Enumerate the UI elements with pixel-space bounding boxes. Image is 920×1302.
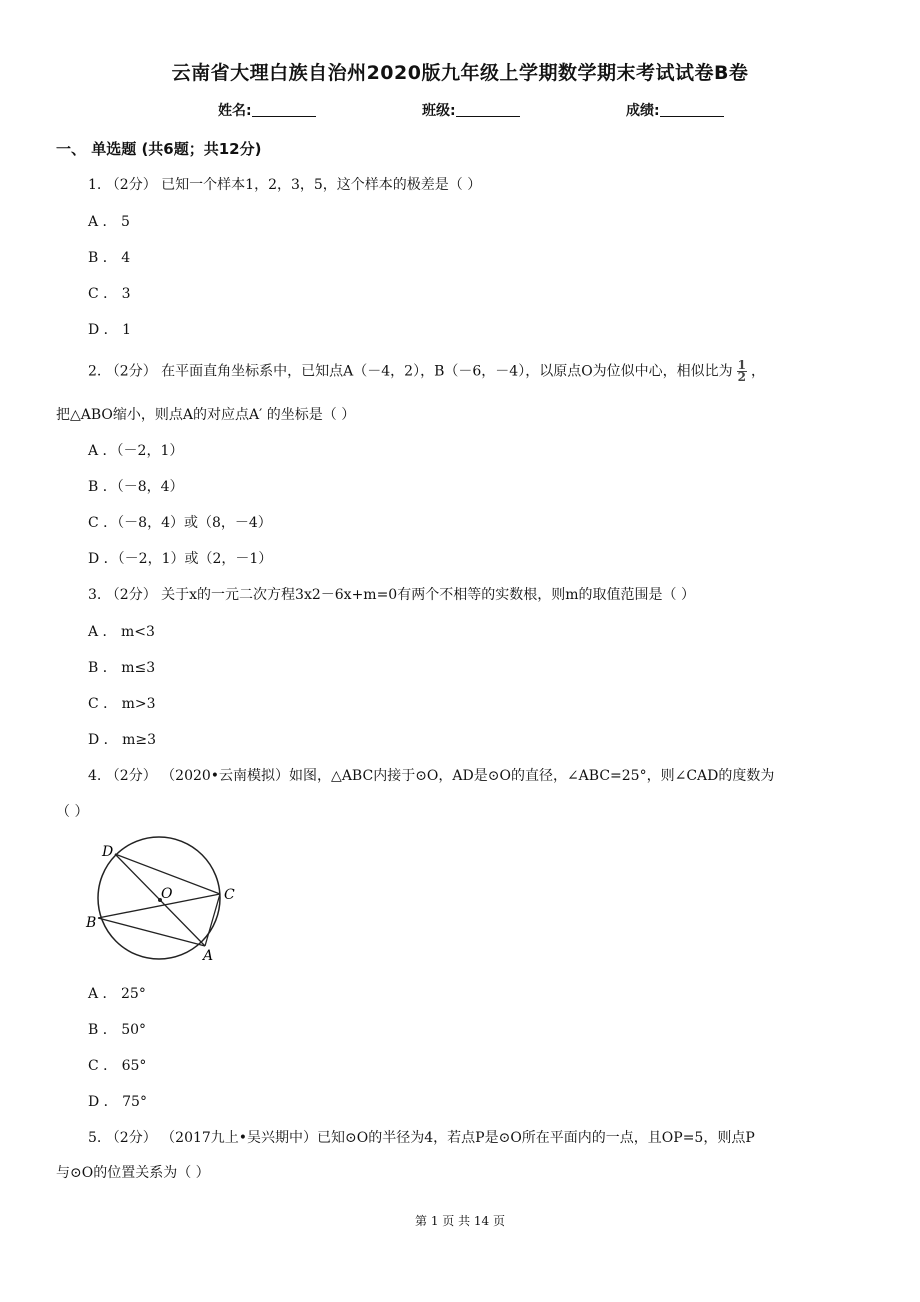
question-4-option-b: B ． 50°	[88, 1022, 147, 1038]
class-field	[422, 100, 520, 120]
question-3-option-c: C ． m>3	[88, 696, 156, 712]
question-4-option-a: A ． 25°	[88, 986, 146, 1002]
fraction-denominator: 2	[737, 370, 747, 384]
question-2-option-b: B ．（－8，4）	[88, 479, 184, 495]
label-d: D	[102, 844, 114, 860]
question-4-option-d: D ． 75°	[88, 1094, 147, 1110]
question-5-stem: 5. （2分） （2017九上•吴兴期中）已知⊙O的半径为4，若点P是⊙O所在平面内的一点，且OP=5，则点P	[88, 1130, 755, 1146]
class-label: 班级:	[422, 103, 456, 119]
score-label: 成绩:	[626, 103, 660, 119]
question-1-option-b: B ． 4	[88, 250, 131, 266]
name-blank	[252, 102, 316, 117]
question-2-option-c: C ．（－8，4）或（8，－4）	[88, 515, 272, 531]
label-c: C	[224, 887, 235, 903]
question-3-option-d: D ． m≥3	[88, 732, 157, 748]
chord-bc	[98, 894, 220, 918]
question-1-option-d: D ． 1	[88, 322, 132, 338]
question-1-option-c: C ． 3	[88, 286, 131, 302]
class-blank	[456, 102, 520, 117]
question-1-stem: 1. （2分） 已知一个样本1，2，3，5，这个样本的极差是（ ）	[88, 177, 482, 193]
score-field	[626, 100, 724, 120]
question-3-option-b: B ． m≤3	[88, 660, 156, 676]
question-3-option-a: A ． m<3	[88, 624, 155, 640]
score-blank	[660, 102, 724, 117]
question-1-option-a: A ． 5	[88, 214, 130, 230]
question-2-option-d: D ．（－2，1）或（2，－1）	[88, 551, 273, 567]
fraction-numerator: 1	[737, 358, 747, 372]
question-5-stem-line2: 与⊙O的位置关系为（ ）	[56, 1165, 210, 1181]
question-4-stem: 4. （2分） （2020•云南模拟）如图，△ABC内接于⊙O，AD是⊙O的直径，∠ABC=25°，则∠CAD的度数为	[88, 768, 775, 784]
name-label: 姓名:	[218, 103, 252, 119]
label-a: A	[203, 948, 214, 964]
question-2-stem-line2: 把△ABO缩小，则点A的对应点A′ 的坐标是（ ）	[56, 407, 356, 423]
page-footer: 第 1 页 共 14 页	[415, 1214, 505, 1228]
question-4-stem-line2: （ ）	[56, 804, 89, 820]
section-heading: 一、 单选题 (共6题；共12分)	[56, 140, 262, 158]
question-2-stem-part1: 2. （2分） 在平面直角坐标系中，已知点A（－4，2），B（－6，－4），以原点O为位似中心，相似比为	[88, 363, 733, 380]
circle-geometry-figure	[80, 836, 250, 964]
chord-ca	[205, 894, 220, 946]
label-o: O	[161, 886, 173, 902]
page-title: 云南省大理白族自治州2020版九年级上学期数学期末考试试卷B卷	[171, 62, 749, 84]
question-2-option-a: A ．（－2，1）	[88, 443, 184, 459]
chord-ba	[98, 918, 205, 946]
question-2-stem-part2: ，	[751, 363, 766, 380]
question-3-stem: 3. （2分） 关于x的一元二次方程3x2－6x+m=0有两个不相等的实数根，则m的取值范围是（ ）	[88, 587, 695, 603]
ratio-fraction	[737, 360, 747, 383]
question-2-stem	[88, 360, 765, 383]
name-field	[218, 100, 316, 120]
label-b: B	[86, 915, 97, 931]
question-4-option-c: C ． 65°	[88, 1058, 147, 1074]
